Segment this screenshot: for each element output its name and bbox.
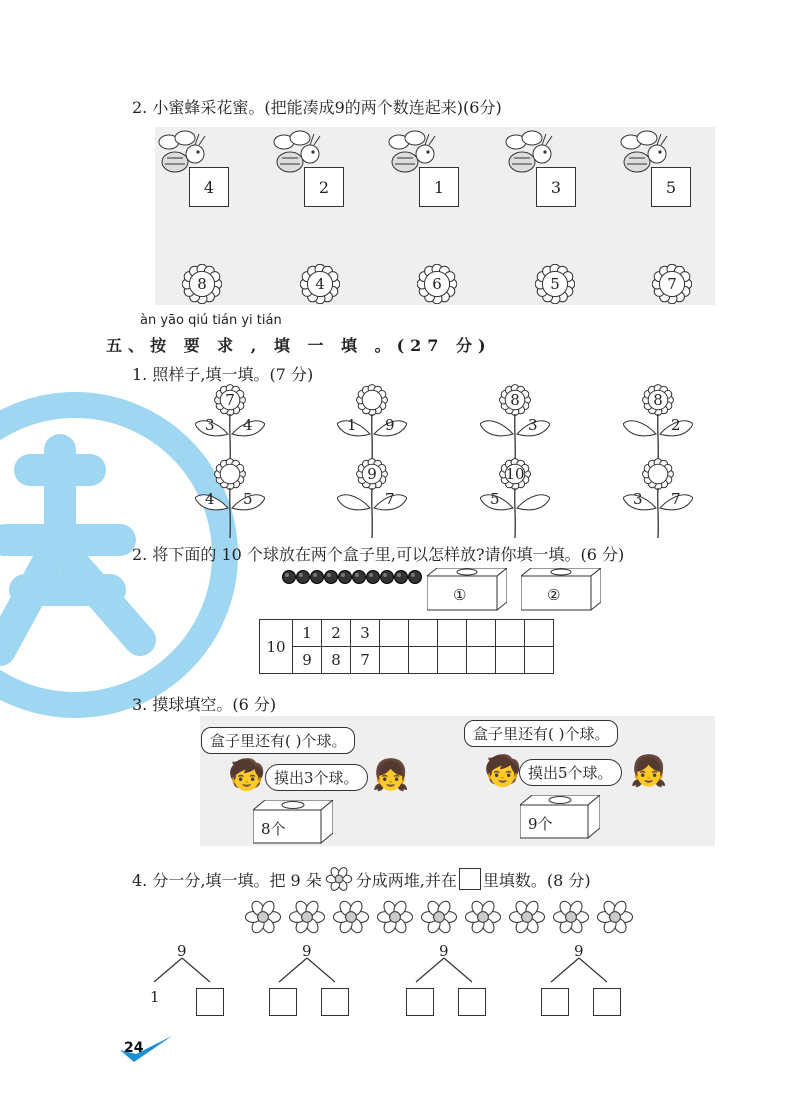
q5-4-title-c: 里填数。(8 分) [482, 870, 591, 890]
table-total: 10 [260, 620, 293, 674]
q5-4-title-b: 分成两堆,并在 [355, 870, 457, 890]
table-cell[interactable]: 1 [293, 620, 322, 647]
bee-number-box [189, 167, 229, 207]
flower-number [535, 264, 575, 304]
plant-left-number: 1 [347, 416, 357, 434]
tree-right-box[interactable] [458, 988, 486, 1016]
split-table [259, 619, 554, 674]
left-action-bubble: 摸出3个球。 [265, 764, 368, 791]
tree-right-box[interactable] [321, 988, 349, 1016]
bee-number-box [304, 167, 344, 207]
ball [297, 571, 310, 584]
section5-title: 五、按 要 求 , 填 一 填 。(27 分) [106, 336, 492, 355]
ball [283, 571, 296, 584]
tree-left-box[interactable] [406, 988, 434, 1016]
tree-top: 9 [439, 942, 449, 960]
box-2-label: ② [547, 586, 561, 604]
ball [367, 571, 380, 584]
plant-top-number: 9 [367, 465, 377, 483]
table-cell[interactable]: 8 [322, 647, 351, 674]
ball-row [281, 568, 431, 586]
table-cell[interactable] [409, 647, 438, 674]
flower-number-value: 6 [432, 275, 442, 293]
flower-number [182, 264, 222, 304]
q5-2-title: 2. 将下面的 10 个球放在两个盒子里,可以怎样放?请你填一填。(6 分) [132, 545, 625, 564]
table-cell[interactable]: 2 [322, 620, 351, 647]
q5-4-title [132, 864, 591, 894]
daisy-flower-icon [507, 897, 547, 937]
bee-number: 3 [550, 177, 562, 197]
q5-1-title: 1. 照样子,填一填。(7 分) [132, 365, 314, 384]
number-plant [195, 384, 265, 464]
q5-4-title-a: 4. 分一分,填一填。把 9 朵 [132, 870, 322, 890]
tree-left-box[interactable] [541, 988, 569, 1016]
flower-number-value: 8 [197, 275, 207, 293]
left-box-label: 8个 [261, 820, 286, 838]
table-cell[interactable]: 3 [351, 620, 380, 647]
plant-left-number: 4 [205, 490, 215, 508]
plant-top-number: 8 [510, 391, 520, 409]
q5-3-title: 3. 摸球填空。(6 分) [132, 695, 277, 714]
ball [395, 571, 408, 584]
box-2 [521, 568, 601, 612]
left-question-bubble: 盒子里还有( )个球。 [201, 727, 355, 754]
number-plant [623, 458, 693, 538]
number-plant [480, 384, 550, 464]
tree-top: 9 [177, 942, 187, 960]
ball [325, 571, 338, 584]
left-box [253, 800, 333, 844]
tree-left-box[interactable] [269, 988, 297, 1016]
number-plant [623, 384, 693, 464]
bee-number-box [651, 167, 691, 207]
number-plant [337, 458, 407, 538]
flower-number-value: 4 [315, 275, 325, 293]
plant-right-number: 7 [385, 490, 395, 508]
table-cell[interactable] [438, 647, 467, 674]
number-plant [480, 458, 550, 538]
bee-number-box [419, 167, 459, 207]
plant-right-number: 7 [671, 490, 681, 508]
table-cell[interactable]: 7 [351, 647, 380, 674]
table-cell[interactable] [525, 620, 554, 647]
plant-left-number: 5 [490, 490, 500, 508]
daisy-flower-icon [287, 897, 327, 937]
daisy-flower-icon [463, 897, 503, 937]
right-box-label: 9个 [528, 815, 553, 833]
ball [339, 571, 352, 584]
split-tree [275, 942, 355, 1020]
right-action-bubble: 摸出5个球。 [519, 759, 622, 786]
box-1 [427, 568, 507, 612]
inline-box [459, 868, 481, 890]
q2-title: 2. 小蜜蜂采花蜜。(把能凑成9的两个数连起来)(6分) [132, 98, 502, 117]
plant-right-number: 3 [528, 416, 538, 434]
plant-right-number: 9 [385, 416, 395, 434]
bee-number-box [536, 167, 576, 207]
plant-left-number: 3 [205, 416, 215, 434]
ball [381, 571, 394, 584]
flower-number-value: 5 [550, 275, 560, 293]
table-cell[interactable] [380, 620, 409, 647]
daisy-flower-icon [595, 897, 635, 937]
page-number: 24 [124, 1040, 144, 1056]
daisy-flower-icon [243, 897, 283, 937]
table-cell[interactable] [380, 647, 409, 674]
plant-top-number: 8 [653, 391, 663, 409]
flower-number [300, 264, 340, 304]
table-cell[interactable]: 9 [293, 647, 322, 674]
daisy-flower-icon [419, 897, 459, 937]
split-tree [412, 942, 492, 1020]
daisy-flower-icon [551, 897, 591, 937]
split-tree [547, 942, 627, 1020]
table-cell[interactable] [467, 620, 496, 647]
ball [311, 571, 324, 584]
bee-number: 4 [203, 177, 215, 197]
plant-left-number: 3 [633, 490, 643, 508]
bee-number: 2 [318, 177, 330, 197]
plant-top-number: 7 [225, 391, 235, 409]
daisy-flower-icon [331, 897, 371, 937]
flower-icon [324, 864, 354, 894]
ball [409, 571, 422, 584]
number-plant [195, 458, 265, 538]
number-plant [337, 384, 407, 464]
tree-right-box[interactable] [196, 988, 224, 1016]
table-cell[interactable] [438, 620, 467, 647]
right-question-bubble: 盒子里还有( )个球。 [464, 720, 618, 747]
girl-icon: 👧 [372, 758, 410, 793]
bee-number: 5 [665, 177, 677, 197]
plant-right-number: 2 [671, 416, 681, 434]
table-cell[interactable] [409, 620, 438, 647]
ball [353, 571, 366, 584]
boy-icon: 🧒 [228, 758, 266, 793]
flower-number [652, 264, 692, 304]
tree-right-box[interactable] [593, 988, 621, 1016]
section5-pinyin: àn yāo qiú tián yi tián [140, 313, 282, 328]
plant-right-number: 4 [243, 416, 253, 434]
plant-right-number: 5 [243, 490, 253, 508]
tree-top: 9 [302, 942, 312, 960]
page-number-badge [118, 1034, 174, 1068]
flower-number-value: 7 [667, 275, 677, 293]
flower-number [417, 264, 457, 304]
daisy-flower-icon [375, 897, 415, 937]
right-box [520, 795, 600, 839]
plant-top-number: 10 [505, 465, 525, 483]
girl-icon: 👧 [630, 754, 668, 789]
boy-icon: 🧒 [484, 754, 522, 789]
table-cell[interactable] [525, 647, 554, 674]
tree-top: 9 [574, 942, 584, 960]
table-cell[interactable] [467, 647, 496, 674]
table-cell[interactable] [496, 647, 525, 674]
bee-number: 1 [433, 177, 445, 197]
tree-left-value: 1 [150, 988, 160, 1006]
table-cell[interactable] [496, 620, 525, 647]
split-tree [150, 942, 230, 1020]
box-1-label: ① [453, 586, 467, 604]
